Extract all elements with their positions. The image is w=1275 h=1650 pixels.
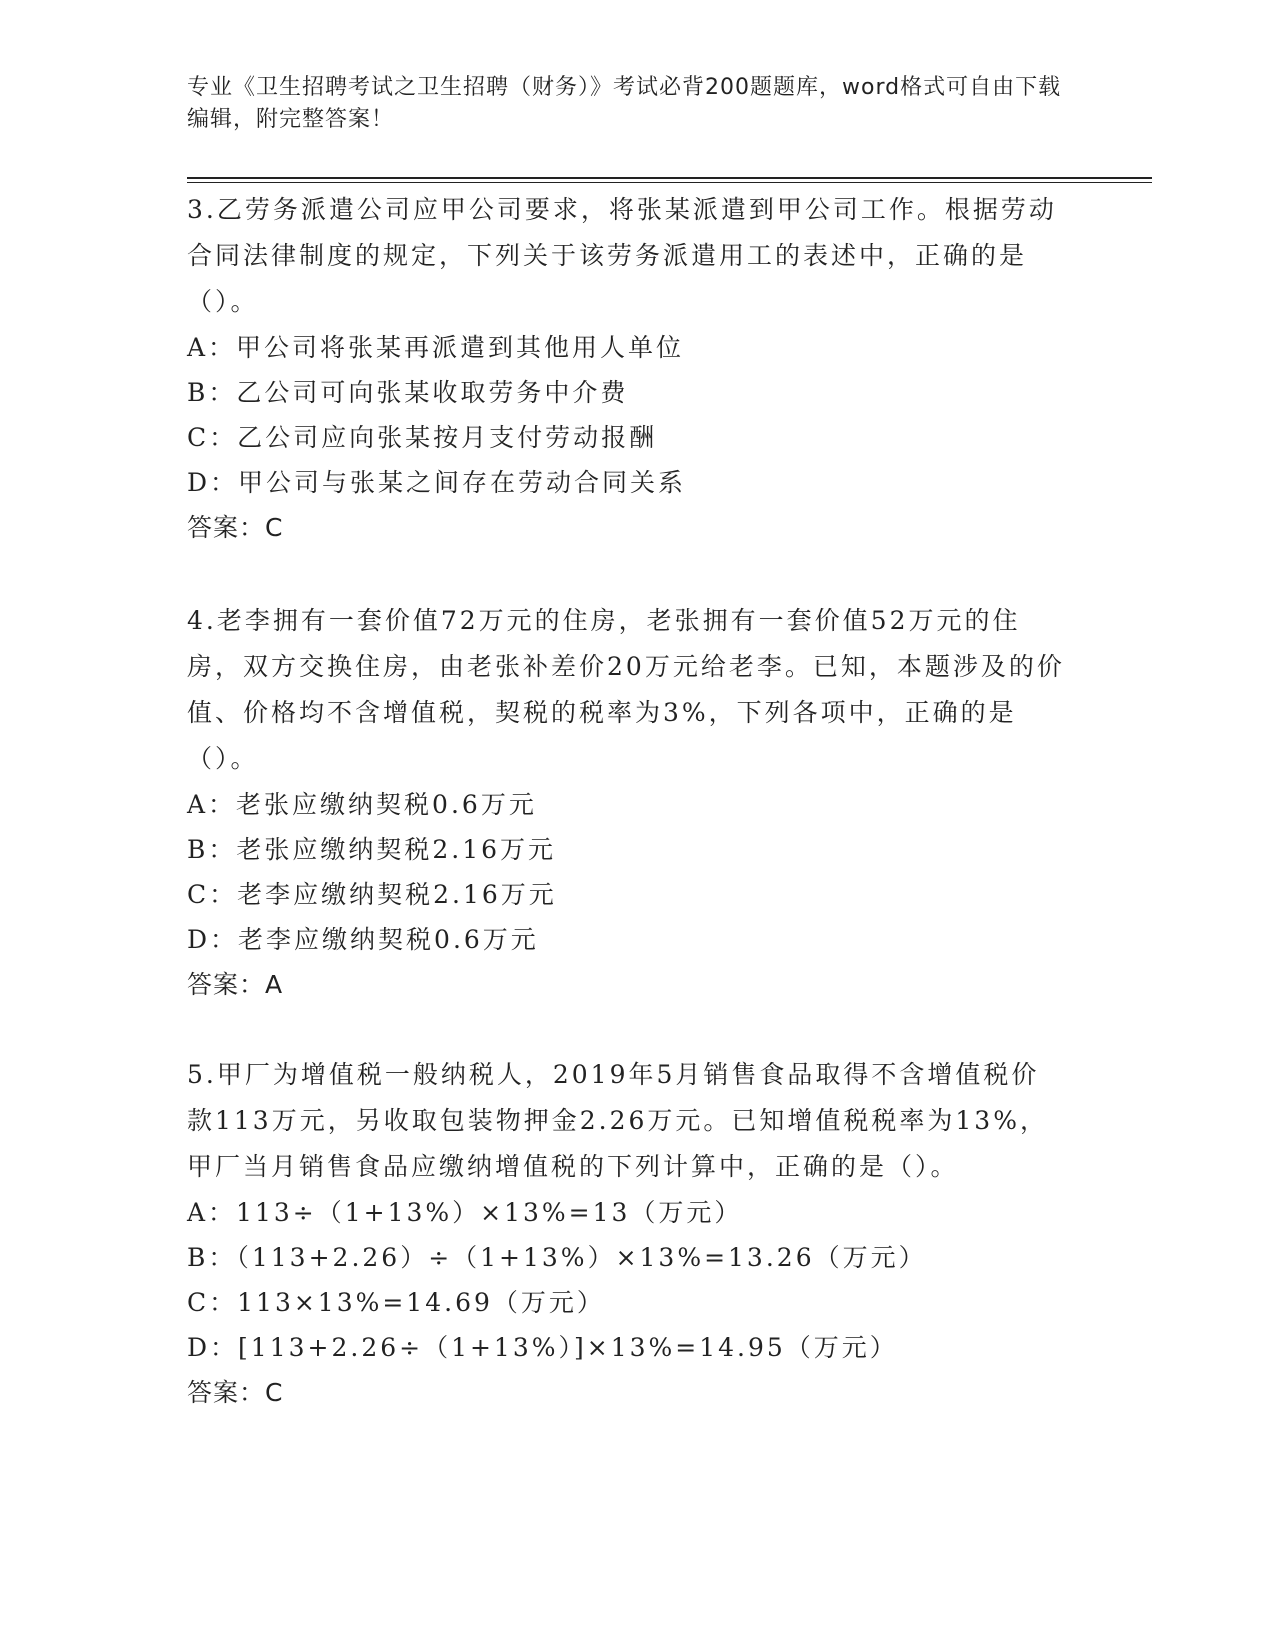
option-a: A：113÷（1+13%）×13%=13（万元） — [187, 1198, 743, 1227]
question-3 — [187, 187, 1067, 550]
option-b: B：乙公司可向张某收取劳务中介费 — [187, 378, 629, 407]
option-b: B：老张应缴纳契税2.16万元 — [187, 835, 557, 864]
header-divider-thick — [187, 177, 1152, 179]
option-d: D：[113+2.26÷（1+13%）]×13%=14.95（万元） — [187, 1333, 898, 1362]
option-a: A：甲公司将张某再派遣到其他用人单位 — [187, 333, 685, 362]
question-stem: 5.甲厂为增值税一般纳税人，2019年5月销售食品取得不含增值税价款113万元，另收取包装物押金2.26万元。已知增值税税率为13%，甲厂当月销售食品应缴纳增值税的下列计算中，正确的是（）。 — [187, 1060, 1048, 1181]
option-c: C：113×13%=14.69（万元） — [187, 1288, 605, 1317]
option-c: C：老李应缴纳契税2.16万元 — [187, 880, 557, 909]
option-d: D：甲公司与张某之间存在劳动合同关系 — [187, 468, 687, 497]
option-a: A：老张应缴纳契税0.6万元 — [187, 790, 537, 819]
question-stem: 3.乙劳务派遣公司应甲公司要求，将张某派遣到甲公司工作。根据劳动合同法律制度的规定，下列关于该劳务派遣用工的表述中，正确的是（）。 — [187, 195, 1057, 316]
answer-label: 答案：C — [187, 1378, 284, 1407]
option-d: D：老李应缴纳契税0.6万元 — [187, 925, 539, 954]
answer-label: 答案：C — [187, 513, 284, 542]
document-header: 专业《卫生招聘考试之卫生招聘（财务）》考试必背200题题库，word格式可自由下载编辑，附完整答案！ — [187, 75, 1062, 132]
option-b: B：（113+2.26）÷（1+13%）×13%=13.26（万元） — [187, 1243, 927, 1272]
question-stem: 4.老李拥有一套价值72万元的住房，老张拥有一套价值52万元的住房，双方交换住房，由老张补差价20万元给老李。已知，本题涉及的价值、价格均不含增值税，契税的税率为3%，下列各项中，正确的是（）。 — [187, 606, 1065, 773]
header-divider-thin — [187, 182, 1152, 183]
option-c: C：乙公司应向张某按月支付劳动报酬 — [187, 423, 658, 452]
answer-label: 答案：A — [187, 970, 284, 999]
question-5 — [187, 1052, 1067, 1415]
question-4 — [187, 598, 1067, 1007]
